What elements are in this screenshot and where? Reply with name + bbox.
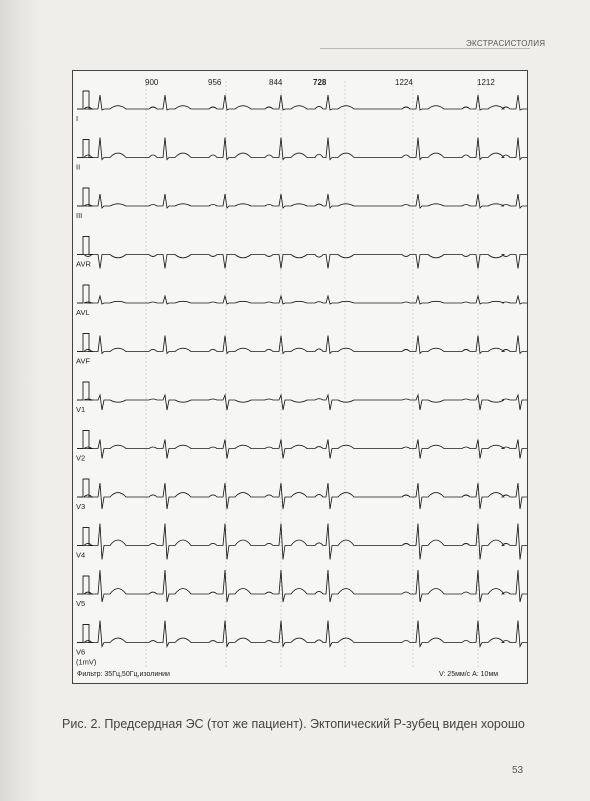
lead-label: V4 [76, 550, 86, 560]
rr-interval-label: 1224 [395, 78, 413, 87]
rr-interval-labels [145, 78, 495, 87]
calibration-pulse [77, 528, 93, 546]
lead-trace [84, 95, 527, 110]
ecg-tracing [73, 71, 527, 683]
lead-label: AVR [76, 259, 91, 269]
rr-interval-label: 728 [313, 78, 327, 87]
lead-trace [84, 138, 527, 160]
rr-interval-label: 900 [145, 78, 159, 87]
lead-label: II [76, 162, 81, 172]
header-rule [320, 48, 530, 49]
lead-label: V6 [76, 647, 86, 657]
ecg-grid [146, 81, 478, 667]
calibration-pulse [77, 431, 93, 449]
page-number: 53 [512, 765, 524, 776]
figure-caption: Рис. 2. Предсердная ЭС (тот же пациент). Эктопический P-зубец виден хорошо [62, 717, 525, 731]
calibration-pulse [77, 188, 93, 206]
lead-trace [84, 440, 527, 459]
lead-label: V5 [76, 599, 86, 608]
lead-label: AVF [76, 356, 91, 366]
lead-trace [84, 395, 527, 410]
rr-interval-label: 844 [269, 78, 283, 87]
lead-trace [84, 255, 527, 269]
lead-labels [76, 114, 97, 667]
page-gutter-shadow [0, 0, 40, 801]
lead-trace [84, 483, 527, 509]
calibration-pulse [77, 91, 93, 109]
calibration-pulse [77, 576, 93, 594]
lead-trace [84, 296, 527, 304]
lead-label: I [76, 114, 79, 123]
calibration-label: (1mV) [76, 657, 97, 667]
calibration-pulse [77, 285, 93, 303]
calibration-pulse [77, 140, 93, 158]
calibration-pulse [77, 334, 93, 352]
lead-trace [84, 570, 527, 602]
ecg-traces [84, 95, 527, 647]
rr-interval-label: 1212 [477, 78, 495, 87]
ecg-figure [72, 70, 528, 684]
lead-label: V3 [76, 502, 86, 511]
lead-label: AVL [76, 308, 90, 317]
speed-amplitude-label: V: 25мм/с A: 10мм [439, 671, 499, 678]
calibration-pulse [77, 237, 93, 255]
lead-label: III [76, 211, 83, 220]
rr-interval-label: 956 [208, 78, 222, 87]
lead-trace [84, 336, 527, 354]
calibration-pulse [77, 382, 93, 400]
running-header: ЭКСТРАСИСТОЛИЯ [466, 39, 546, 48]
lead-trace [84, 621, 527, 647]
calibration-pulse [77, 479, 93, 497]
lead-trace [84, 524, 527, 560]
calibration-pulse [77, 625, 93, 643]
lead-trace [84, 194, 527, 208]
lead-label: V2 [76, 453, 86, 463]
lead-label: V1 [76, 405, 86, 414]
calibration-pulses [77, 91, 93, 643]
filter-settings-label: Фильтр: 35Гц,50Гц,изолинии [77, 671, 170, 678]
